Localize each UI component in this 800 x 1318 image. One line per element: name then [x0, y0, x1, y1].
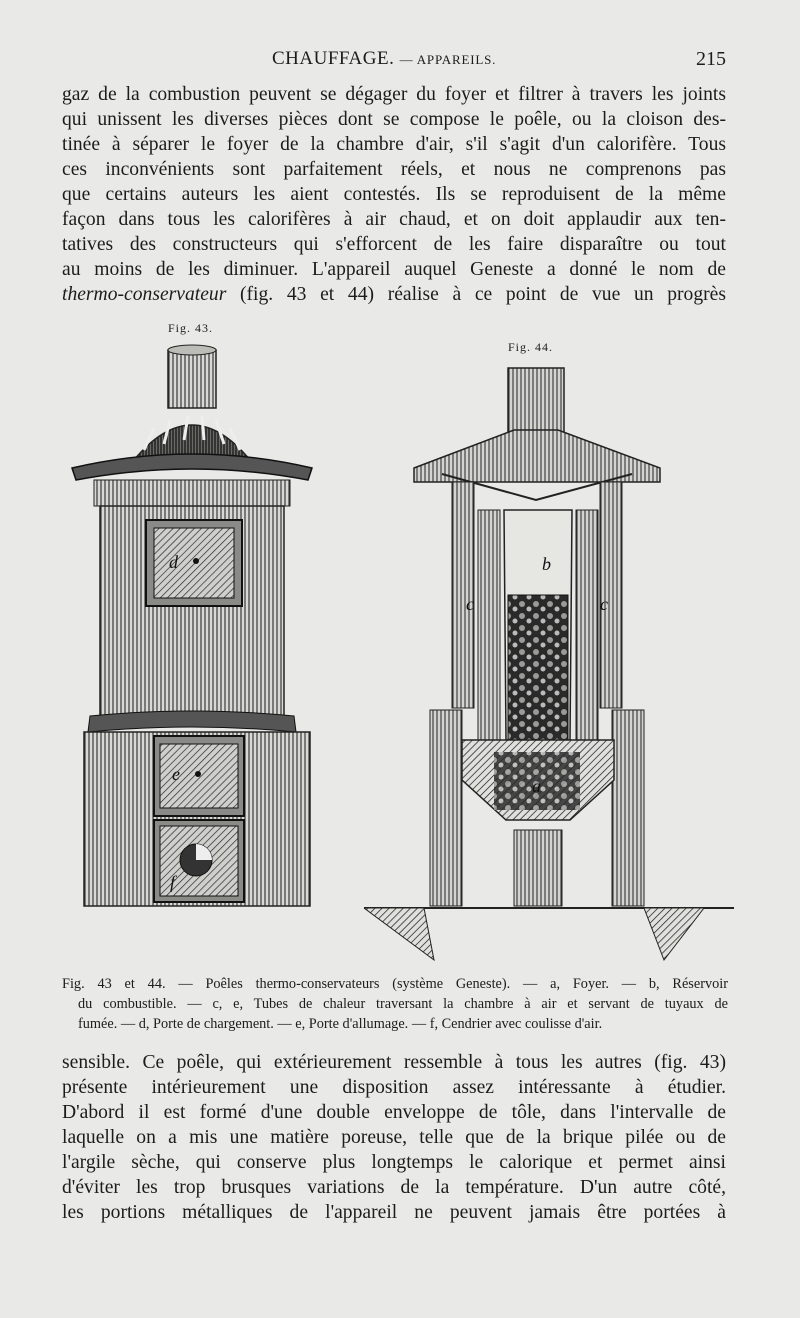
text-line: gaz de la combustion peuvent se dégager du foyer et filtrer à travers les joints [62, 84, 726, 105]
running-header [62, 48, 726, 74]
text-line: que certains auteurs les aient contestés. Ils se reproduisent de la même [62, 184, 726, 205]
caption-line: Fig. 43 et 44. — Poêles thermo-conservateurs (système Geneste). — a, Foyer. — b, Réservoir [62, 976, 728, 992]
fig44-label: Fig. 44. [508, 340, 554, 354]
italic-term: thermo-conservateur [62, 284, 227, 305]
fig43-letter-f: f [170, 872, 176, 892]
fig44-stove-cutaway [364, 360, 734, 970]
text-line-last: thermo-conservateur (fig. 43 et 44) réalise à ce point de vue un progrès [62, 284, 726, 305]
bottom-paragraph [62, 1050, 726, 1225]
text-line: qui unissent les diverses pièces dont se compose le poêle, ou la cloison des- [62, 109, 726, 130]
text-line: les portions métalliques de l'appareil ne peuvent jamais être portées à [62, 1202, 726, 1223]
figure-caption [62, 974, 728, 1034]
text-line: l'argile sèche, qui conserve plus longtemps le calorique et permet ainsi [62, 1152, 726, 1173]
fig43-letter-d: d [169, 552, 178, 572]
text-line: D'abord il est formé d'une double enveloppe de tôle, dans l'intervalle de [62, 1102, 726, 1123]
caption-line: fumée. — d, Porte de chargement. — e, Porte d'allumage. — f, Cendrier avec coulisse d'air. [78, 1016, 603, 1032]
text-line: au moins de les diminuer. L'appareil auquel Geneste a donné le nom de [62, 259, 726, 280]
fig43-letter-e: e [172, 764, 180, 784]
text-line: présente intérieurement une disposition assez intéressante à étudier. [62, 1077, 726, 1098]
running-title: CHAUFFAGE. — APPAREILS. [272, 48, 497, 69]
text-line: façon dans tous les calorifères à air chaud, et on doit applaudir aux ten- [62, 209, 726, 230]
fig44-letter-c-left: c [466, 594, 474, 614]
text-line: tinée à séparer le foyer de la chambre d'air, s'il s'agit d'un calorifère. Tous [62, 134, 726, 155]
fig44-letter-a: a [532, 776, 541, 796]
top-paragraph [62, 82, 726, 307]
fig44-letter-c-right: c [600, 594, 608, 614]
text-line: sensible. Ce poêle, qui extérieurement ressemble à tous les autres (fig. 43) [62, 1052, 726, 1073]
caption-line: du combustible. — c, e, Tubes de chaleur traversant la chambre à air et servant de tuyaux de [78, 996, 728, 1012]
fig43-label: Fig. 43. [168, 321, 214, 335]
text-line: d'éviter les trop brusques variations de la température. D'un autre côté, [62, 1177, 726, 1198]
text-line: ces inconvénients sont parfaitement réels, et nous ne comprenons pas [62, 159, 726, 180]
text-line: tatives des constructeurs qui s'efforcent de les faire disparaître ou tout [62, 234, 726, 255]
page-number: 215 [696, 48, 726, 70]
fig43-stove-exterior [64, 340, 324, 910]
text-line: laquelle on a mis une matière poreuse, telle que de la brique pilée ou de [62, 1127, 726, 1148]
fig44-letter-b: b [542, 554, 551, 574]
